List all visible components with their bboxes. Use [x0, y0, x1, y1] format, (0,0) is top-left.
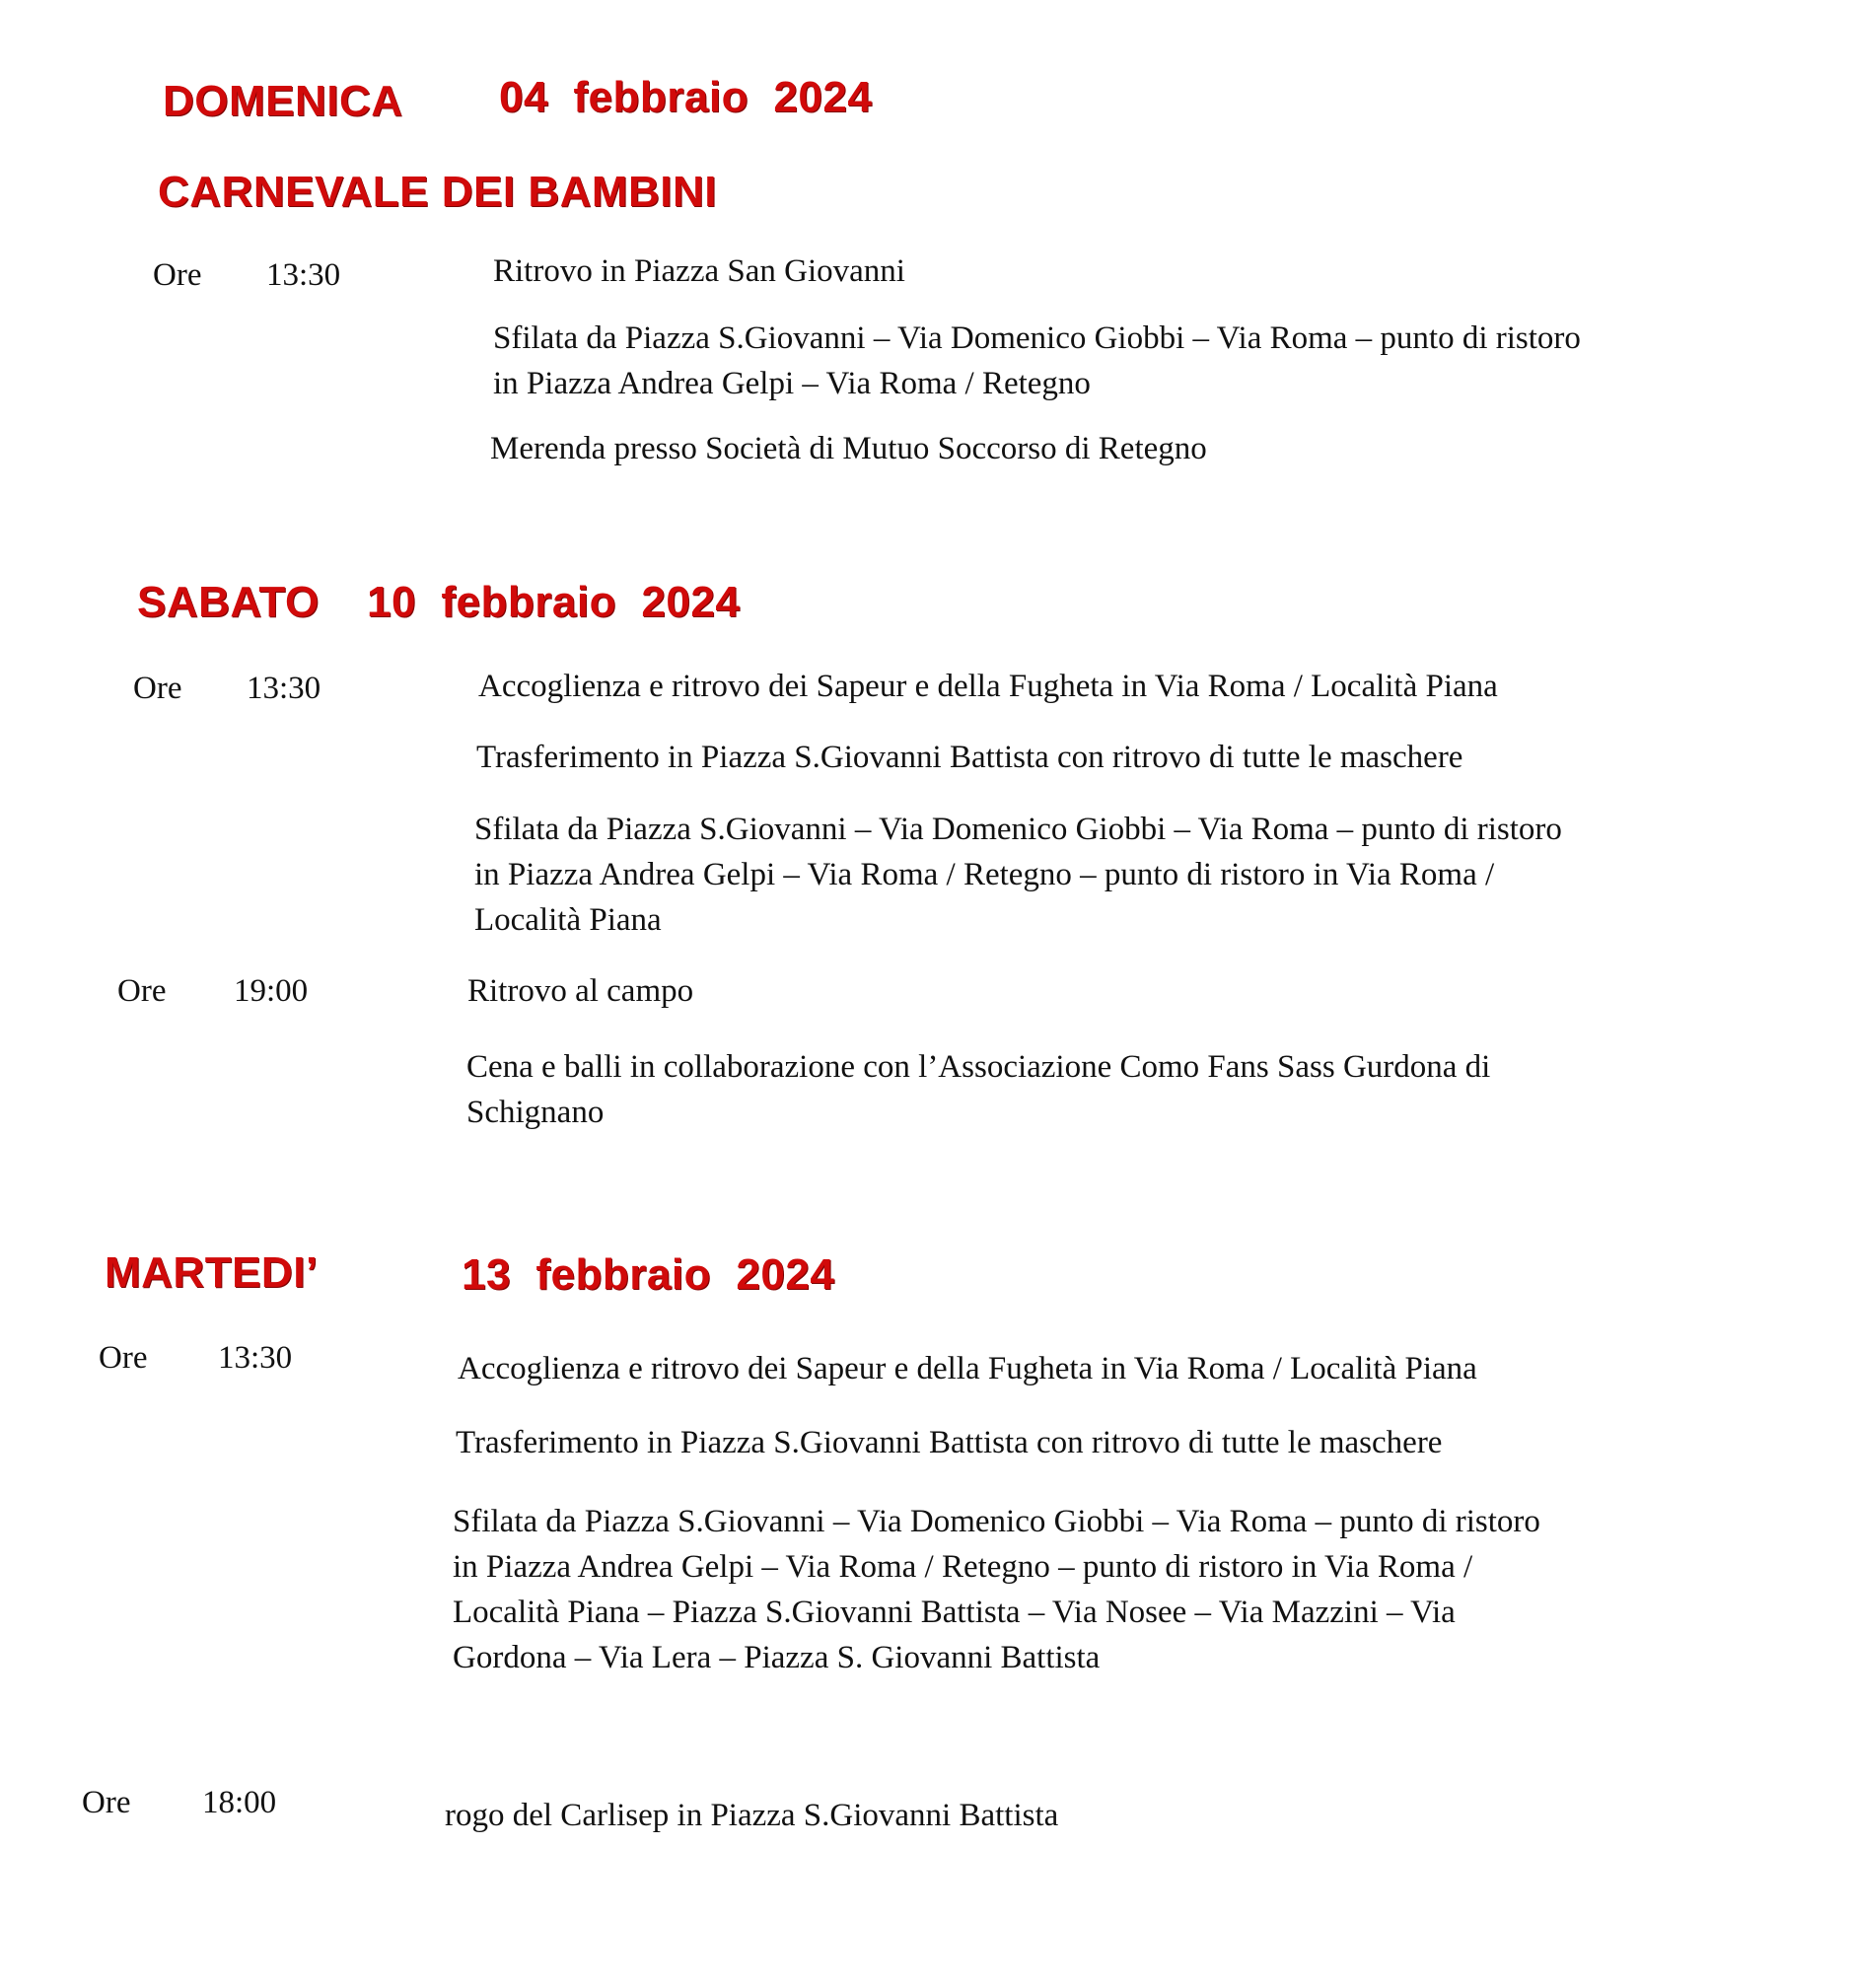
event-description	[493, 248, 905, 294]
description-line: Gordona – Via Lera – Piazza S. Giovanni Battista	[453, 1640, 1101, 1675]
description-line: Ritrovo al campo	[467, 973, 694, 1009]
event-description	[490, 426, 1207, 471]
description-line: Merenda presso Società di Mutuo Soccorso di Retegno	[490, 431, 1207, 466]
description-line: Località Piana – Piazza S.Giovanni Battista – Via Nosee – Via Mazzini – Via	[453, 1595, 1456, 1630]
ore-label: Ore	[133, 671, 182, 706]
description-line: Accoglienza e ritrovo dei Sapeur e della Fugheta in Via Roma / Località Piana	[458, 1351, 1477, 1386]
description-line: Sfilata da Piazza S.Giovanni – Via Domenico Giobbi – Via Roma – punto di ristoro	[493, 320, 1581, 356]
event-description	[453, 1499, 1540, 1680]
event-time: 18:00	[202, 1785, 277, 1820]
ore-label: Ore	[82, 1785, 131, 1820]
date-heading: 04 febbraio 2024	[499, 73, 873, 121]
description-line: Trasferimento in Piazza S.Giovanni Battista con ritrovo di tutte le maschere	[456, 1425, 1443, 1460]
day-heading: MARTEDI’	[105, 1248, 319, 1297]
event-description	[476, 735, 1462, 780]
description-line: Schignano	[466, 1095, 605, 1130]
day-heading: DOMENICA	[163, 77, 403, 125]
event-description	[478, 664, 1498, 709]
ore-label: Ore	[99, 1340, 148, 1376]
description-line: Ritrovo in Piazza San Giovanni	[493, 253, 905, 289]
event-description	[458, 1346, 1477, 1391]
event-description	[493, 316, 1581, 406]
event-description	[466, 1044, 1490, 1135]
description-line: Accoglienza e ritrovo dei Sapeur e della Fugheta in Via Roma / Località Piana	[478, 669, 1498, 704]
event-description	[456, 1420, 1442, 1465]
description-line: in Piazza Andrea Gelpi – Via Roma / Retegno – punto di ristoro in Via Roma /	[453, 1549, 1473, 1585]
date-heading: 13 febbraio 2024	[462, 1250, 835, 1299]
description-line: Cena e balli in collaborazione con l’Associazione Como Fans Sass Gurdona di	[466, 1049, 1491, 1085]
event-subtitle: CARNEVALE DEI BAMBINI	[158, 168, 718, 216]
event-time: 19:00	[234, 973, 309, 1009]
ore-label: Ore	[153, 257, 202, 293]
event-time: 13:30	[218, 1340, 293, 1376]
ore-label: Ore	[117, 973, 167, 1009]
description-line: in Piazza Andrea Gelpi – Via Roma / Retegno	[493, 366, 1091, 401]
description-line: Trasferimento in Piazza S.Giovanni Battista con ritrovo di tutte le maschere	[476, 740, 1463, 775]
event-description	[467, 968, 693, 1014]
day-heading: SABATO	[137, 578, 320, 626]
date-heading: 10 febbraio 2024	[367, 578, 741, 626]
description-line: Sfilata da Piazza S.Giovanni – Via Domenico Giobbi – Via Roma – punto di ristoro	[474, 812, 1562, 847]
description-line: rogo del Carlisep in Piazza S.Giovanni Battista	[445, 1798, 1059, 1833]
event-time: 13:30	[247, 671, 321, 706]
description-line: Sfilata da Piazza S.Giovanni – Via Domenico Giobbi – Via Roma – punto di ristoro	[453, 1504, 1540, 1539]
event-description	[445, 1793, 1058, 1838]
description-line: Località Piana	[474, 902, 662, 938]
event-time: 13:30	[266, 257, 341, 293]
description-line: in Piazza Andrea Gelpi – Via Roma / Retegno – punto di ristoro in Via Roma /	[474, 857, 1495, 892]
event-description	[474, 807, 1562, 943]
